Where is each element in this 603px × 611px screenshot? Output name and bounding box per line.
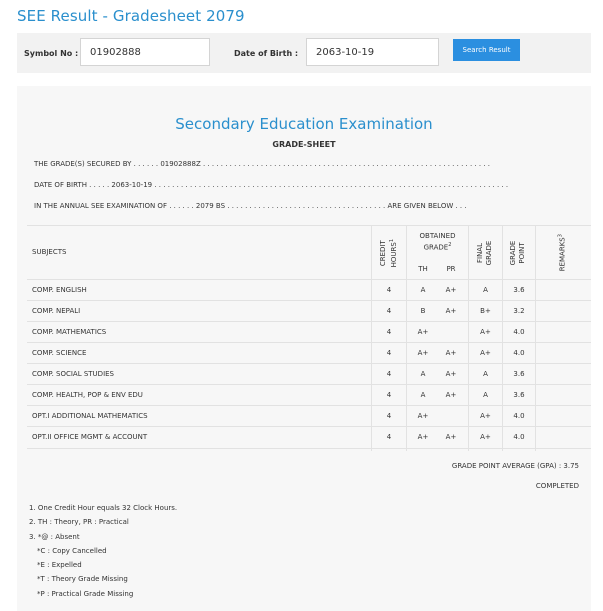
header-grade: GRADE [423,243,449,252]
footnote-item: *C : Copy Cancelled [37,546,107,555]
header-hours: HOURS [390,242,399,268]
subject-name: COMP. ENGLISH [32,286,87,294]
final-grade: A+ [480,328,491,336]
info-date-of-birth: DATE OF BIRTH . . . . . 2063-10-19 . . . . . . . . . . . . . . . . . . . . . . . . . . . . . . . . . . . . . . . . . . . . . . . . . . . . . . . . . . . . . . . . . . . . . . . . . . . . . . . . [34,181,509,189]
search-result-button[interactable]: Search Result [453,39,520,61]
header-grade-point [509,223,527,283]
th-grade: B [420,307,426,315]
page-title: SEE Result - Gradesheet 2079 [17,7,245,25]
symbol-number-label: Symbol No : [24,49,79,58]
grade-point: 3.6 [513,370,525,378]
footnote-marker: 1 [388,238,395,243]
footnote-item: 3. *@ : Absent [29,532,80,541]
symbol-number-input[interactable] [80,38,210,66]
final-grade: A [483,370,488,378]
subject-name: OPT.I ADDITIONAL MATHEMATICS [32,412,148,420]
subject-name: COMP. SOCIAL STUDIES [32,370,115,378]
th-grade: A [420,391,426,399]
footnote-marker: 2 [448,242,452,248]
pr-grade: A+ [445,391,457,399]
subject-name: COMP. NEPALI [32,307,81,315]
footnote-item: 2. TH : Theory, PR : Practical [29,518,129,527]
credit-hours: 4 [386,370,392,378]
grade-point: 4.0 [513,412,525,420]
info-grades-secured: THE GRADE(S) SECURED BY . . . . . . 01902888Z . . . . . . . . . . . . . . . . . . . . . . . . . . . . . . . . . . . . . . . . . . . . . . . . . . . . . . . . . . . . . . . . . [34,160,491,168]
footnote-item: *T : Theory Grade Missing [37,575,128,584]
header-subjects: SUBJECTS [32,248,67,256]
pr-grade: A+ [445,370,457,378]
footnote-marker: 3 [557,234,564,238]
table-bottom-border [27,448,591,449]
search-form [17,33,591,73]
footnotes [29,501,177,601]
header-final: FINAL [476,243,484,264]
th-grade: A+ [417,328,429,336]
credit-hours: 4 [386,412,392,420]
header-credit-hours [379,223,399,283]
final-grade: A [483,286,488,294]
th-grade: A+ [417,349,429,357]
header-obtained-grade [407,242,468,251]
final-grade: A+ [480,433,491,441]
table-row [17,280,591,300]
credit-hours: 4 [386,349,392,357]
table-row [17,301,591,321]
info-exam-year: IN THE ANNUAL SEE EXAMINATION OF . . . . . . 2079 BS . . . . . . . . . . . . . . . . . . . . . . . . . . . . . . . . . . . . ARE GIVEN BELOW . . . [34,202,467,210]
footnote-item: 1. One Credit Hour equals 32 Clock Hours. [29,504,178,512]
pr-grade: A+ [445,349,457,357]
header-final-grade [476,223,494,283]
th-grade: A+ [417,412,429,420]
subject-name: OPT.II OFFICE MGMT & ACCOUNT [32,433,148,441]
dob-label: Date of Birth : [234,49,299,58]
result-status: COMPLETED [535,482,579,490]
th-grade: A [420,286,426,294]
grade-point: 3.6 [513,286,525,294]
exam-title: Secondary Education Examination [175,115,433,133]
table-row [17,343,591,363]
final-grade: A [483,391,488,399]
th-grade: A+ [417,433,429,441]
pr-grade: A+ [445,286,457,294]
header-gp-point: POINT [518,242,526,264]
pr-grade: A+ [445,433,457,441]
table-row [17,385,591,405]
gpa-summary: GRADE POINT AVERAGE (GPA) : 3.75 [451,462,579,470]
table-top-border [27,225,591,226]
grade-point: 3.6 [513,391,525,399]
credit-hours: 4 [386,286,392,294]
credit-hours: 4 [386,328,392,336]
header-remarks-label: REMARKS [558,237,567,272]
credit-hours: 4 [386,433,392,441]
table-row [17,322,591,342]
grade-point: 4.0 [513,349,525,357]
subject-name: COMP. HEALTH, POP & ENV EDU [32,391,143,399]
table-row [17,406,591,426]
grade-point: 4.0 [513,433,525,441]
table-row [17,427,591,447]
subject-name: COMP. MATHEMATICS [32,328,107,336]
header-obtained: OBTAINED [419,232,456,240]
header-credit: CREDIT [378,240,387,267]
final-grade: A+ [480,349,491,357]
gradesheet-subtitle: GRADE-SHEET [272,140,336,149]
subject-name: COMP. SCIENCE [32,349,87,357]
grade-point: 4.0 [513,328,525,336]
footnote-item: *P : Practical Grade Missing [37,589,134,598]
footnote-item: *E : Expelled [37,561,82,570]
final-grade: A+ [480,412,491,420]
dob-input[interactable] [306,38,439,66]
header-final-grade-label: GRADE [485,240,493,266]
grade-point: 3.2 [513,307,525,315]
header-th: TH [418,265,428,273]
th-grade: A [420,370,426,378]
credit-hours: 4 [386,391,392,399]
pr-grade: A+ [445,307,457,315]
table-row [17,364,591,384]
gradesheet [17,86,591,611]
header-pr: PR [446,265,456,273]
credit-hours: 4 [386,307,392,315]
final-grade: B+ [480,307,491,315]
header-gp-grade: GRADE [509,240,517,266]
header-remarks [557,223,566,283]
